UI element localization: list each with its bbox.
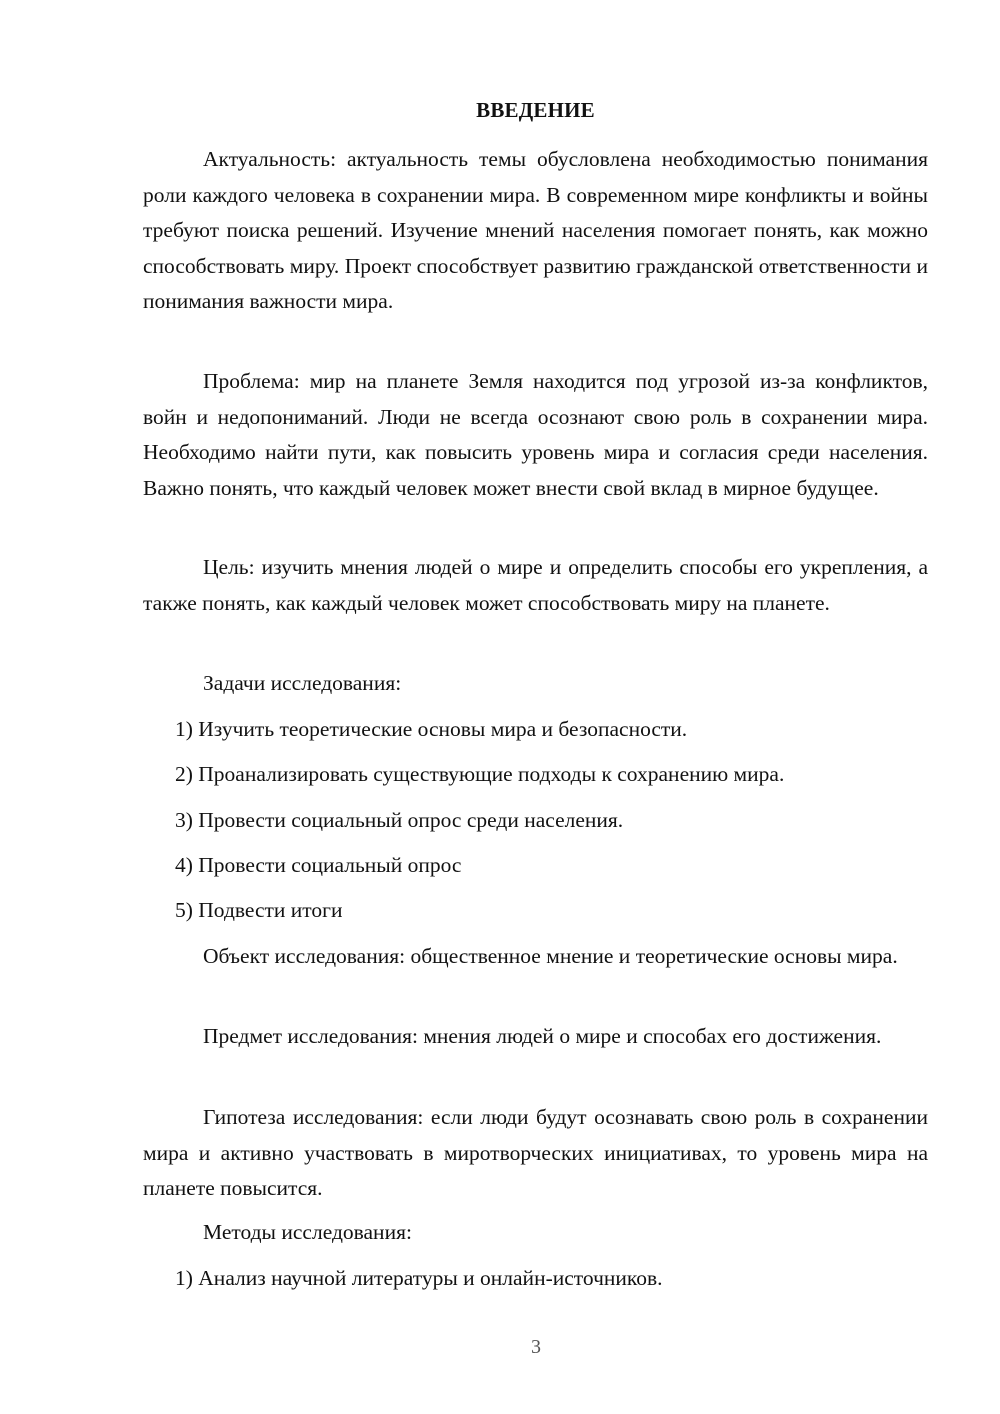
task-item-5: 5) Подвести итоги [175,898,343,922]
goal-paragraph: Цель: изучить мнения людей о мире и определить способы его укрепления, а также понять, как каждый человек может способствовать миру на планете. [143,555,928,615]
subject-paragraph: Предмет исследования: мнения людей о мире и способах его достижения. [203,1024,882,1048]
hypothesis-paragraph: Гипотеза исследования: если люди будут осознавать свою роль в сохранении мира и активно участвовать в миротворческих инициативах, то уровень мира на планете повысится. [143,1105,928,1200]
methods-heading: Методы исследования: [203,1220,412,1244]
relevance-paragraph: Актуальность: актуальность темы обусловлена необходимостью понимания роли каждого человека в сохранении мира. В современном мире конфликты и войны требуют поиска решений. Изучение мнений населения помогает понять, как можно способствовать миру. Проект способствует развитию гражданской ответственности и понимания важности мира. [143,147,928,313]
problem-paragraph: Проблема: мир на планете Земля находится под угрозой из-за конфликтов, войн и недопониманий. Люди не всегда осознают свою роль в сохранении мира. Необходимо найти пути, как повысить уровень мира и согласия среди населения. Важно понять, что каждый человек может внести свой вклад в мирное будущее. [143,369,928,500]
tasks-heading: Задачи исследования: [203,671,402,695]
task-item-3: 3) Провести социальный опрос среди населения. [175,808,624,832]
task-item-2: 2) Проанализировать существующие подходы к сохранению мира. [175,762,785,786]
task-item-4: 4) Провести социальный опрос [175,853,462,877]
task-item-1: 1) Изучить теоретические основы мира и безопасности. [175,717,688,741]
page-number: 3 [531,1336,541,1358]
page-title: ВВЕДЕНИЕ [476,98,595,122]
method-item-1: 1) Анализ научной литературы и онлайн-источников. [175,1266,663,1290]
object-paragraph: Объект исследования: общественное мнение и теоретические основы мира. [203,944,898,968]
